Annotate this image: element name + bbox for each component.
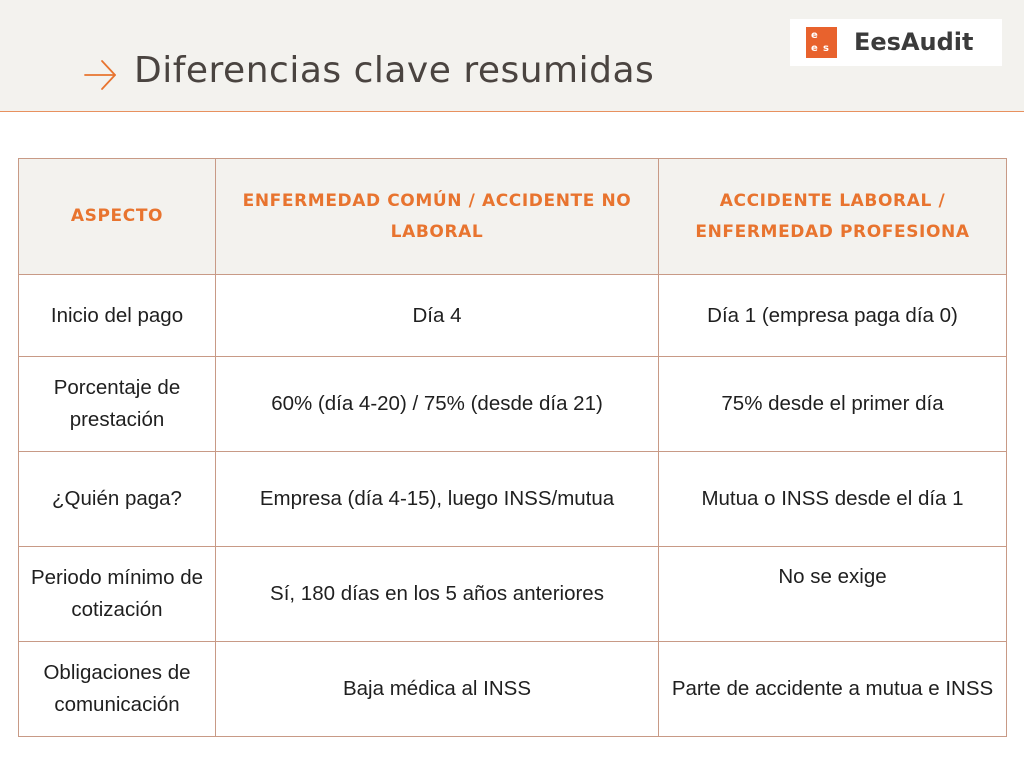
table-cell: Día 4: [216, 275, 659, 357]
table-header-row: [19, 159, 1007, 275]
table-row: [19, 547, 1007, 642]
table-cell: Baja médica al INSS: [216, 642, 659, 737]
table-cell: Mutua o INSS desde el día 1: [659, 452, 1007, 547]
comparison-table: [18, 158, 1007, 737]
logo-name: EesAudit: [854, 28, 974, 56]
table-row: [19, 275, 1007, 357]
table-cell: 75% desde el primer día: [659, 357, 1007, 452]
logo-mark-letter: s: [823, 43, 829, 54]
table-row: [19, 642, 1007, 737]
table-cell: Sí, 180 días en los 5 años anteriores: [216, 547, 659, 642]
header-cell-aspecto: ASPECTO: [19, 159, 216, 275]
row-label-cell: Obligaciones de comunicación: [19, 642, 216, 737]
table-cell: Día 1 (empresa paga día 0): [659, 275, 1007, 357]
row-label-cell: Porcentaje de prestación: [19, 357, 216, 452]
logo-mark-letter: e: [811, 43, 818, 54]
table-cell: Parte de accidente a mutua e INSS: [659, 642, 1007, 737]
logo: [790, 19, 1002, 66]
row-label-cell: ¿Quién paga?: [19, 452, 216, 547]
table-cell: No se exige: [659, 547, 1007, 642]
header-cell-accidente-laboral: ACCIDENTE LABORAL / ENFERMEDAD PROFESIONA: [659, 159, 1007, 275]
row-label-cell: Inicio del pago: [19, 275, 216, 357]
table-row: [19, 357, 1007, 452]
table-cell: 60% (día 4-20) / 75% (desde día 21): [216, 357, 659, 452]
logo-mark-letter: e: [811, 30, 818, 41]
table-row: [19, 452, 1007, 547]
table-cell: Empresa (día 4-15), luego INSS/mutua: [216, 452, 659, 547]
row-label-cell: Periodo mínimo de cotización: [19, 547, 216, 642]
header-cell-enfermedad-comun: ENFERMEDAD COMÚN / ACCIDENTE NO LABORAL: [216, 159, 659, 275]
header-band: [0, 0, 1024, 112]
logo-mark: [806, 27, 837, 58]
page-title: Diferencias clave resumidas: [134, 50, 655, 91]
arrow-right-icon: [82, 57, 118, 93]
